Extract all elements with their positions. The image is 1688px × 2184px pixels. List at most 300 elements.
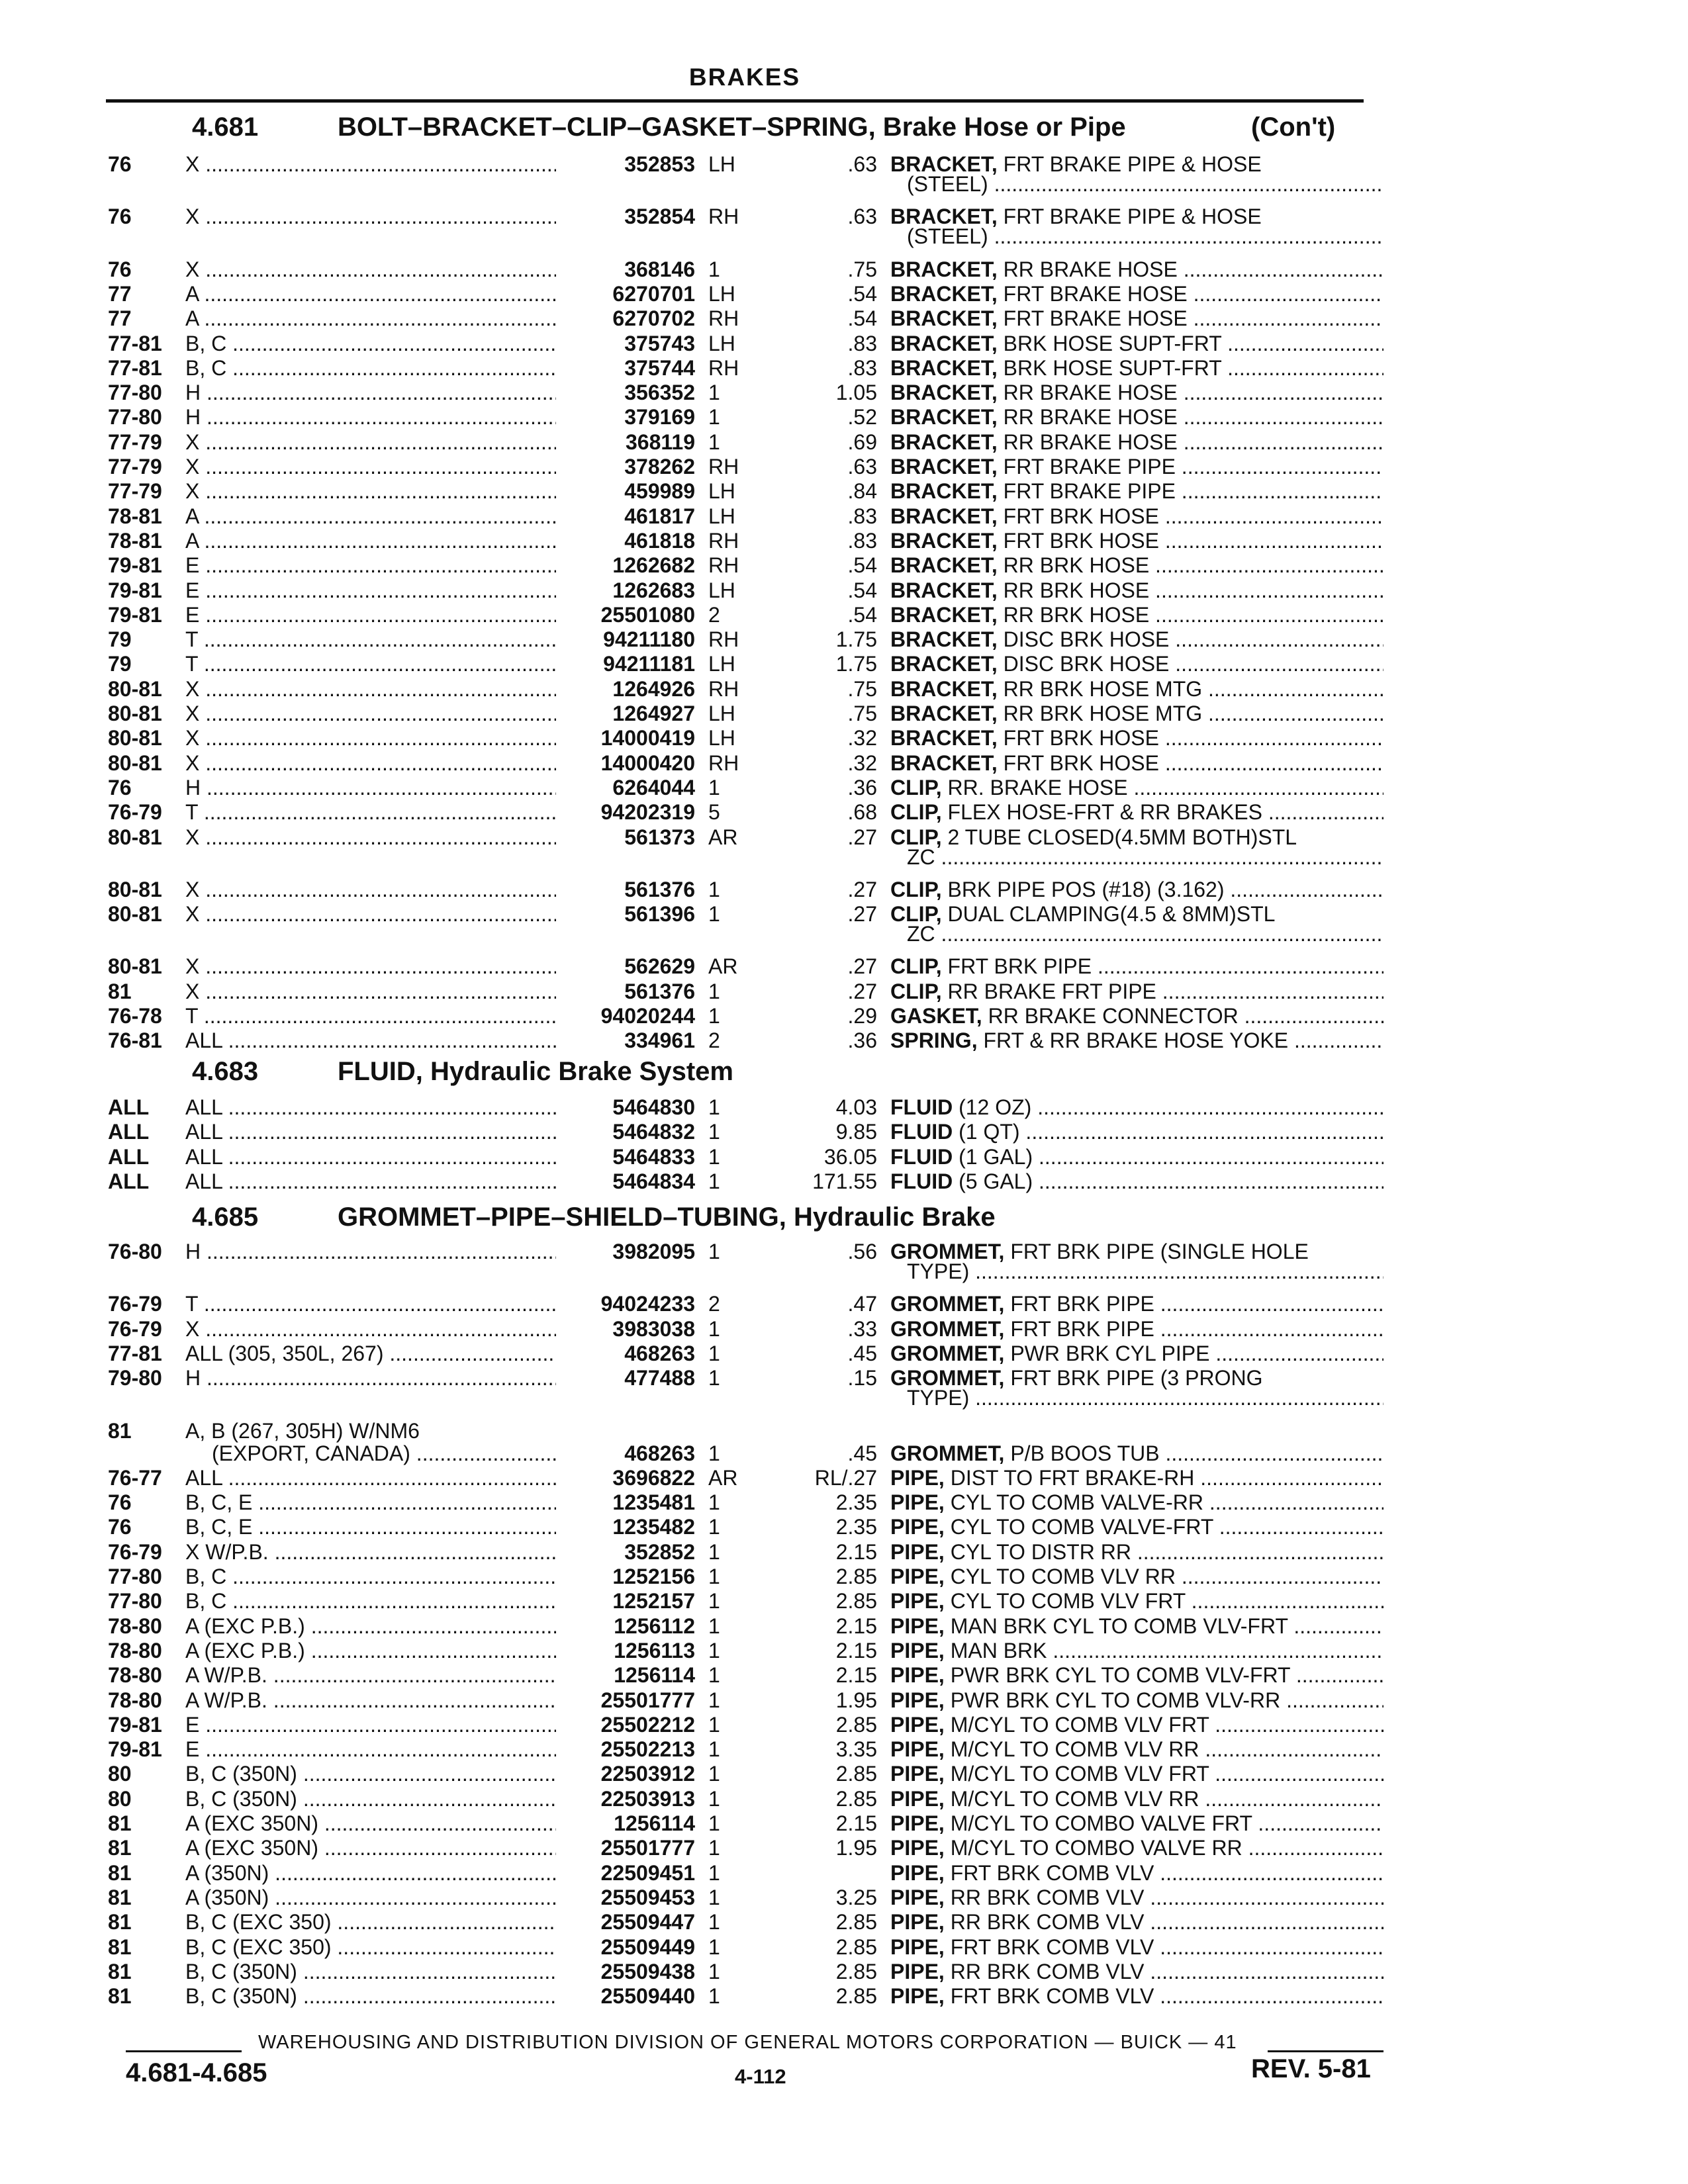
description-cell	[890, 405, 1383, 430]
price-cell: 2.15	[835, 1638, 877, 1662]
quantity-cell: RH	[708, 528, 739, 553]
quantity-cell: 1	[708, 1663, 720, 1688]
description-text: RR BRAKE HOSE	[997, 405, 1178, 430]
section-heading	[192, 1203, 996, 1232]
price-cell: .83	[847, 504, 877, 528]
quantity-cell: RH	[708, 553, 739, 578]
quantity-cell: 1	[708, 1984, 720, 2009]
description-cell	[890, 1688, 1383, 1713]
section-number: 4.681	[192, 113, 259, 142]
description-keyword: BRACKET,	[890, 152, 998, 176]
year-cell: 80-81	[108, 702, 162, 725]
description-keyword: BRACKET,	[890, 553, 998, 578]
quantity-cell: 1	[708, 1811, 720, 1835]
part-number-cell: 94202319	[600, 800, 695, 825]
year-cell: 76-77	[108, 1465, 162, 1490]
description-text: FRT BRAKE HOSE	[997, 281, 1188, 306]
price-cell: .63	[847, 205, 877, 229]
description-text: 2 TUBE CLOSED(4.5MM BOTH)STL	[941, 825, 1297, 849]
description-text: RR BRK HOSE	[997, 578, 1150, 602]
description-keyword: BRACKET,	[890, 257, 998, 281]
series-cell: E .....	[185, 1713, 556, 1737]
series-cell: X .....	[185, 430, 556, 455]
year-cell: 81	[108, 1811, 132, 1835]
series-cell: A .....	[185, 504, 556, 529]
description-keyword: BRACKET,	[890, 627, 998, 652]
description-keyword: PIPE,	[890, 1984, 945, 2009]
description-cell	[890, 1614, 1383, 1639]
part-number-cell: 22509451	[600, 1860, 695, 1885]
description-keyword: GROMMET,	[890, 1441, 1005, 1465]
description-cell	[890, 1589, 1383, 1614]
description-keyword: BRACKET,	[890, 331, 998, 355]
description-cell	[890, 1762, 1383, 1786]
part-number-cell: 6270701	[612, 281, 695, 306]
part-number-cell: 477488	[624, 1366, 695, 1390]
quantity-cell: LH	[708, 578, 735, 602]
part-number-cell: 5464834	[612, 1169, 695, 1193]
description-cell	[890, 1639, 1383, 1663]
quantity-cell: LH	[708, 152, 735, 176]
quantity-cell: 5	[708, 800, 720, 825]
description-keyword: BRACKET,	[890, 355, 998, 380]
section-heading	[192, 1057, 733, 1087]
description-keyword: BRACKET,	[890, 381, 998, 405]
series-cell: H .....	[185, 1240, 556, 1264]
description-keyword: PIPE,	[890, 1885, 945, 1909]
year-cell: 76-81	[108, 1028, 162, 1053]
series-cell: H .....	[185, 381, 556, 405]
description-text: FRT BRK PIPE (SINGLE HOLE	[1004, 1240, 1309, 1263]
part-number-cell: 378262	[624, 455, 695, 478]
description-text: RR. BRAKE HOSE	[941, 775, 1128, 799]
series-cell: ALL .....	[185, 1169, 556, 1194]
quantity-cell: LH	[708, 504, 735, 528]
quantity-cell: AR	[708, 954, 738, 979]
description-keyword: PIPE,	[890, 1515, 945, 1539]
series-cell: X .....	[185, 455, 556, 479]
description-text: FRT BRAKE PIPE & HOSE	[997, 152, 1262, 176]
part-number-cell: 561376	[624, 877, 695, 901]
quantity-cell: 1	[708, 1786, 720, 1811]
year-cell: 79-81	[108, 1712, 162, 1737]
price-cell: 2.85	[835, 1565, 877, 1588]
description-keyword: PIPE,	[890, 1959, 945, 1983]
series-cell: T .....	[185, 1292, 556, 1316]
description-cell	[890, 1342, 1383, 1366]
price-cell: 2.35	[835, 1515, 877, 1539]
series-cell: T .....	[185, 627, 556, 652]
year-cell: 80-81	[108, 825, 162, 849]
description-cell	[890, 954, 1383, 979]
price-cell: .83	[847, 331, 877, 355]
description-text: CYL TO COMB VLV RR	[944, 1565, 1176, 1588]
description-keyword: BRACKET,	[890, 528, 998, 553]
series-cell: B, C (EXC 350) .....	[185, 1935, 556, 1960]
description-continued: (STEEL) .....	[907, 224, 1383, 249]
price-cell: 2.15	[835, 1539, 877, 1564]
quantity-cell: RH	[708, 205, 739, 229]
part-number-cell: 94020244	[600, 1004, 695, 1028]
price-cell: 2.15	[835, 1614, 877, 1638]
part-number-cell: 14000419	[600, 726, 695, 751]
description-cell	[890, 578, 1383, 603]
quantity-cell: LH	[708, 726, 735, 751]
description-cell	[890, 726, 1383, 751]
year-cell: 76	[108, 152, 132, 176]
series-cell: X .....	[185, 902, 556, 927]
year-cell: ALL	[108, 1144, 150, 1169]
description-keyword: BRACKET,	[890, 281, 998, 306]
description-keyword: PIPE,	[890, 1589, 945, 1614]
quantity-cell: LH	[708, 479, 735, 504]
year-cell: 81	[108, 979, 132, 1003]
part-number-cell: 561396	[624, 902, 695, 927]
series-cell: T .....	[185, 652, 556, 676]
year-cell: 76	[108, 1490, 132, 1515]
description-cell	[890, 1713, 1383, 1737]
price-cell: .32	[847, 726, 877, 751]
description-keyword: PIPE,	[890, 1786, 945, 1811]
series-cell: A (EXC P.B.) .....	[185, 1614, 556, 1639]
description-text: M/CYL TO COMBO VALVE FRT	[944, 1811, 1252, 1835]
quantity-cell: 1	[708, 1688, 720, 1712]
description-cell	[890, 1145, 1383, 1169]
quantity-cell: 2	[708, 602, 720, 627]
quantity-cell: 1	[708, 1144, 720, 1169]
price-cell: .83	[847, 528, 877, 553]
part-number-cell: 368146	[624, 257, 695, 281]
quantity-cell: 1	[708, 979, 720, 1003]
description-text: RR BRAKE CONNECTOR	[982, 1004, 1239, 1028]
description-text: (1 GAL)	[953, 1144, 1033, 1169]
description-cell	[890, 504, 1383, 529]
part-number-cell: 94211180	[603, 627, 695, 652]
section-number: 4.685	[192, 1203, 259, 1232]
description-text: RR BRAKE FRT PIPE	[941, 979, 1156, 1003]
quantity-cell: 1	[708, 1095, 720, 1119]
part-number-cell: 25501777	[600, 1688, 695, 1712]
description-keyword: PIPE,	[890, 1490, 945, 1515]
description-cell	[890, 1028, 1383, 1053]
price-cell: .52	[847, 405, 877, 430]
description-cell	[890, 479, 1383, 504]
year-cell: 77-80	[108, 405, 162, 430]
series-cell: E .....	[185, 603, 556, 627]
year-cell: 76	[108, 257, 132, 281]
description-text: FRT BRK PIPE	[1004, 1316, 1154, 1341]
quantity-cell: 1	[708, 1490, 720, 1515]
series-cell: B, C .....	[185, 1565, 556, 1589]
year-cell: 79	[108, 627, 132, 652]
description-cell	[890, 1737, 1383, 1762]
description-cell	[890, 677, 1383, 702]
price-cell: .36	[847, 775, 877, 799]
description-keyword: BRACKET,	[890, 602, 998, 627]
part-number-cell: 5464830	[612, 1095, 695, 1119]
part-number-cell: 94211181	[603, 652, 695, 676]
price-cell: .75	[847, 676, 877, 701]
description-keyword: BRACKET,	[890, 676, 998, 701]
description-cell	[890, 800, 1383, 825]
description-keyword: FLUID	[890, 1120, 953, 1144]
price-cell: 36.05	[823, 1144, 877, 1169]
quantity-cell: 1	[708, 1539, 720, 1564]
series-cell: X .....	[185, 152, 556, 177]
part-number-cell: 14000420	[600, 751, 695, 775]
price-cell: .54	[847, 578, 877, 602]
year-cell: 76-79	[108, 1292, 162, 1316]
description-text: BRK HOSE SUPT-FRT	[997, 331, 1222, 355]
description-cell	[890, 1466, 1383, 1490]
description-text: M/CYL TO COMBO VALVE RR	[944, 1836, 1243, 1860]
price-cell: 2.35	[835, 1490, 877, 1515]
footer-rule-right	[1268, 2050, 1383, 2052]
description-keyword: PIPE,	[890, 1663, 945, 1688]
quantity-cell: 1	[708, 1004, 720, 1028]
series-cell: B, C (350N) .....	[185, 1762, 556, 1786]
part-number-cell: 1262682	[612, 553, 695, 578]
part-number-cell: 1256112	[614, 1614, 695, 1638]
series-cell: H .....	[185, 1366, 556, 1390]
description-text: RR BRK COMB VLV	[944, 1959, 1145, 1983]
description-cell	[890, 1861, 1383, 1886]
description-cell	[890, 979, 1383, 1004]
year-cell: 80	[108, 1786, 132, 1811]
part-number-cell: 25509453	[600, 1885, 695, 1909]
part-number-cell: 334961	[624, 1028, 695, 1053]
series-cell: B, C (350N) .....	[185, 1984, 556, 2009]
price-cell: RL/.27	[814, 1465, 877, 1490]
description-text: P/B BOOS TUB	[1004, 1441, 1160, 1465]
price-cell: .83	[847, 355, 877, 380]
part-number-cell: 1252157	[612, 1589, 695, 1614]
year-cell: 80-81	[108, 751, 162, 775]
description-text: FRT BRK COMB VLV	[944, 1984, 1154, 2009]
price-cell: .27	[847, 902, 877, 927]
price-cell: 1.75	[835, 627, 877, 652]
quantity-cell: 1	[708, 1341, 720, 1365]
series-cell: X .....	[185, 677, 556, 702]
description-text: (1 QT)	[953, 1120, 1020, 1144]
series-cell: X .....	[185, 954, 556, 979]
description-cell	[890, 751, 1383, 776]
quantity-cell: RH	[708, 306, 739, 331]
quantity-cell: RH	[708, 751, 739, 775]
description-keyword: PIPE,	[890, 1836, 945, 1860]
year-cell: ALL	[108, 1169, 150, 1193]
price-cell: .33	[847, 1316, 877, 1341]
part-number-cell: 5464832	[612, 1120, 695, 1144]
description-cell	[890, 306, 1383, 331]
series-cell: A (EXC 350N) .....	[185, 1836, 556, 1860]
quantity-cell: 1	[708, 1316, 720, 1341]
section-heading	[192, 113, 1336, 142]
description-keyword: BRACKET,	[890, 726, 998, 751]
description-text: RR BRAKE HOSE	[997, 381, 1178, 405]
year-cell: 77-79	[108, 479, 162, 504]
series-cell: X .....	[185, 702, 556, 726]
price-cell: .68	[847, 800, 877, 825]
price-cell: .63	[847, 152, 877, 176]
quantity-cell: 1	[708, 1712, 720, 1737]
quantity-cell: LH	[708, 702, 735, 725]
section-title: FLUID, Hydraulic Brake System	[338, 1057, 733, 1086]
price-cell: .84	[847, 479, 877, 504]
price-cell: .45	[847, 1441, 877, 1465]
part-number-cell: 25509447	[600, 1910, 695, 1934]
description-keyword: PIPE,	[890, 1934, 945, 1959]
description-keyword: PIPE,	[890, 1737, 945, 1762]
description-text: FRT BRAKE PIPE	[997, 455, 1176, 478]
description-text: RR BRAKE HOSE	[997, 430, 1178, 454]
description-cell	[890, 1811, 1383, 1836]
year-cell: 81	[108, 1836, 132, 1860]
quantity-cell: RH	[708, 355, 739, 380]
series-cell: X .....	[185, 205, 556, 229]
description-keyword: CLIP,	[890, 800, 942, 825]
description-keyword: BRACKET,	[890, 405, 998, 430]
description-cell	[890, 282, 1383, 306]
part-number-cell: 461817	[624, 504, 695, 528]
part-number-cell: 461818	[624, 528, 695, 553]
series-cell-continued: (EXPORT, CANADA) .....	[212, 1441, 556, 1466]
footer-division: WAREHOUSING AND DISTRIBUTION DIVISION OF GENERAL MOTORS CORPORATION — BUICK — 41	[258, 2032, 1237, 2053]
description-keyword: BRACKET,	[890, 306, 998, 331]
description-continued: ZC .....	[907, 845, 1383, 870]
description-keyword: BRACKET,	[890, 652, 998, 676]
series-cell: B, C (350N) .....	[185, 1960, 556, 1984]
description-text: FRT & RR BRAKE HOSE YOKE	[977, 1028, 1289, 1053]
description-cell	[890, 1836, 1383, 1860]
year-cell: 77	[108, 306, 132, 331]
description-cell	[890, 381, 1383, 405]
series-cell: H .....	[185, 405, 556, 430]
description-keyword: FLUID	[890, 1144, 953, 1169]
section-title: GROMMET–PIPE–SHIELD–TUBING, Hydraulic Brake	[338, 1203, 996, 1232]
description-cell	[890, 1292, 1383, 1316]
part-number-cell: 1235481	[612, 1490, 695, 1515]
price-cell: .15	[847, 1366, 877, 1390]
description-text: M/CYL TO COMB VLV FRT	[944, 1762, 1209, 1786]
description-text: M/CYL TO COMB VLV RR	[944, 1786, 1199, 1811]
description-keyword: GASKET,	[890, 1004, 982, 1028]
quantity-cell: 1	[708, 1762, 720, 1786]
price-cell: .54	[847, 306, 877, 331]
year-cell: 77-80	[108, 1589, 162, 1614]
quantity-cell: 1	[708, 1934, 720, 1959]
price-cell: .75	[847, 257, 877, 281]
description-text: DUAL CLAMPING(4.5 & 8MM)STL	[941, 902, 1276, 927]
description-text: CYL TO COMB VALVE-RR	[944, 1490, 1204, 1515]
year-cell: 81	[108, 1959, 132, 1983]
series-cell: X .....	[185, 726, 556, 751]
description-text: M/CYL TO COMB VLV FRT	[944, 1712, 1209, 1737]
quantity-cell: 1	[708, 1441, 720, 1465]
part-number-cell: 561376	[624, 979, 695, 1003]
price-cell: 2.85	[835, 1712, 877, 1737]
price-cell: 1.95	[835, 1836, 877, 1860]
description-text: RR BRK COMB VLV	[944, 1910, 1145, 1934]
quantity-cell: 1	[708, 257, 720, 281]
description-text: FLEX HOSE-FRT & RR BRAKES	[941, 800, 1262, 825]
description-keyword: GROMMET,	[890, 1341, 1005, 1365]
page-title: BRAKES	[688, 64, 801, 91]
series-cell: A (EXC P.B.) .....	[185, 1639, 556, 1663]
quantity-cell: 1	[708, 1959, 720, 1983]
description-keyword: BRACKET,	[890, 430, 998, 454]
description-keyword: GROMMET,	[890, 1366, 1005, 1390]
series-cell: ALL .....	[185, 1028, 556, 1053]
description-text: RR BRK HOSE MTG	[997, 702, 1203, 725]
year-cell: 77-81	[108, 355, 162, 380]
description-cell	[890, 455, 1383, 479]
series-cell: A W/P.B. .....	[185, 1688, 556, 1713]
series-cell: X .....	[185, 479, 556, 504]
price-cell: 1.75	[835, 652, 877, 676]
year-cell: 80	[108, 1762, 132, 1786]
description-cell	[890, 1960, 1383, 1984]
price-cell: .45	[847, 1341, 877, 1365]
quantity-cell: 1	[708, 1120, 720, 1144]
section-title: BOLT–BRACKET–CLIP–GASKET–SPRING, Brake Hose or Pipe	[338, 113, 1126, 142]
description-text: FRT BRK PIPE	[1004, 1292, 1154, 1316]
price-cell: 3.25	[835, 1885, 877, 1909]
year-cell: 80-81	[108, 877, 162, 901]
year-cell: 77-81	[108, 1341, 162, 1365]
year-cell: 76-79	[108, 1539, 162, 1564]
description-text: FRT BRK PIPE	[941, 954, 1092, 979]
price-cell: .54	[847, 553, 877, 578]
price-cell: .27	[847, 954, 877, 979]
year-cell: 78-80	[108, 1663, 162, 1688]
description-cell	[890, 1515, 1383, 1539]
part-number-cell: 6270702	[612, 306, 695, 331]
year-cell: 77	[108, 281, 132, 306]
series-cell: A, B (267, 305H) W/NM6	[185, 1418, 420, 1443]
part-number-cell: 352853	[624, 152, 695, 176]
price-cell: .69	[847, 430, 877, 454]
description-keyword: PIPE,	[890, 1811, 945, 1835]
part-number-cell: 25509449	[600, 1934, 695, 1959]
quantity-cell: 1	[708, 381, 720, 405]
description-cell	[890, 553, 1383, 578]
year-cell: ALL	[108, 1095, 150, 1119]
quantity-cell: 1	[708, 1638, 720, 1662]
part-number-cell: 1235482	[612, 1515, 695, 1539]
part-number-cell: 375744	[624, 355, 695, 380]
price-cell: 1.95	[835, 1688, 877, 1712]
quantity-cell: 1	[708, 1614, 720, 1638]
quantity-cell: 1	[708, 1860, 720, 1885]
year-cell: 79	[108, 652, 132, 676]
description-continued: ZC .....	[907, 922, 1383, 946]
quantity-cell: 1	[708, 1836, 720, 1860]
year-cell: 81	[108, 1910, 132, 1934]
part-number-cell: 25501777	[600, 1836, 695, 1860]
description-text: DIST TO FRT BRAKE-RH	[944, 1465, 1195, 1490]
price-cell: 2.85	[835, 1934, 877, 1959]
year-cell: 80-81	[108, 726, 162, 751]
year-cell: 77-80	[108, 1565, 162, 1588]
year-cell: 79-81	[108, 602, 162, 627]
series-cell: B, C .....	[185, 332, 556, 356]
part-number-cell: 25502212	[600, 1712, 695, 1737]
description-text: RR BRAKE HOSE	[997, 257, 1178, 281]
description-text: DISC BRK HOSE	[997, 627, 1170, 652]
price-cell: 2.85	[835, 1984, 877, 2009]
year-cell: 81	[108, 1418, 132, 1443]
